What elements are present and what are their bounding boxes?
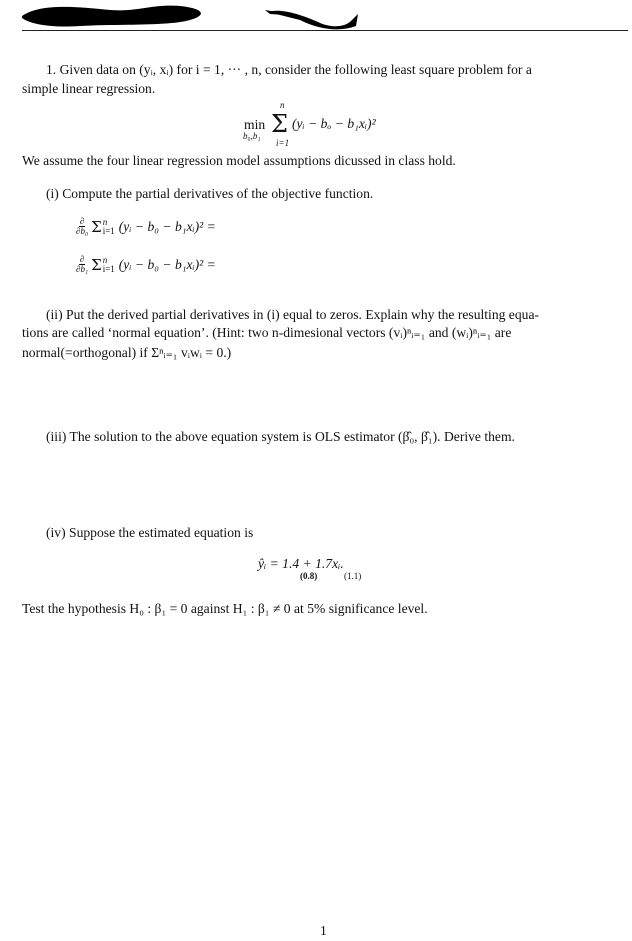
part-ii-line1: (ii) Put the derived partial derivatives in (i) equal to zeros. Explain why the resulting equa- bbox=[46, 307, 539, 322]
sum-subscript: i=1 bbox=[102, 225, 115, 236]
sum-sigma-icon: Σ bbox=[91, 217, 102, 236]
problem-number: 1. bbox=[46, 62, 57, 77]
hypothesis-test-text: Test the hypothesis H₀ : β₁ = 0 against H₁ : β₁ ≠ 0 at 5% significance level. bbox=[22, 601, 428, 616]
part-ii-line3: normal(=orthogonal) if Σⁿᵢ₌₁ vᵢwᵢ = 0.) bbox=[22, 345, 232, 360]
objective-sigma-icon: Σ bbox=[271, 110, 288, 138]
partial-numerator: ∂ bbox=[79, 254, 85, 264]
part-i-label: (i) Compute the partial derivatives of the objective function. bbox=[46, 186, 374, 201]
partial-numerator: ∂ bbox=[79, 216, 85, 226]
objective-sum-bottom: i=1 bbox=[276, 138, 290, 148]
part-iii-text: (iii) The solution to the above equation system is OLS estimator (β̂₀, β̂₁). Derive them. bbox=[46, 429, 515, 444]
sum-superscript: n bbox=[102, 216, 108, 227]
sum-sigma-icon: Σ bbox=[91, 255, 102, 274]
part-i-expression: (yᵢ − b₀ − b₁xᵢ)² = bbox=[118, 218, 216, 234]
objective-body: (yᵢ − bₒ − b₁xᵢ)² bbox=[292, 116, 376, 131]
objective-min-sub: b₀,b₁ bbox=[243, 131, 261, 141]
redaction-scribble bbox=[0, 0, 632, 40]
part-i-expression: (yᵢ − b₀ − b₁xᵢ)² = bbox=[118, 256, 216, 272]
standard-error-2: (1.1) bbox=[344, 571, 362, 581]
page-number: 1 bbox=[320, 923, 327, 938]
part-iv-label: (iv) Suppose the estimated equation is bbox=[46, 525, 254, 540]
objective-min: min bbox=[244, 117, 266, 132]
part-i-eq2 bbox=[76, 255, 216, 274]
objective-sum-top: n bbox=[280, 100, 285, 110]
partial-denominator: ∂b₁ bbox=[76, 264, 89, 274]
partial-fraction bbox=[76, 255, 88, 274]
problem-intro-line1 bbox=[46, 61, 532, 79]
problem-intro-text: Given data on (yᵢ, xᵢ) for i = 1, ··· , n, consider the following least square problem for a bbox=[59, 62, 532, 77]
part-i-eq1 bbox=[76, 217, 216, 236]
header-rule bbox=[22, 30, 628, 31]
part-ii-line2: tions are called ‘normal equation’. (Hint: two n-dimesional vectors (vᵢ)ⁿᵢ₌₁ and (wᵢ)ⁿᵢ₌₁ are bbox=[22, 325, 512, 340]
problem-intro-line2: simple linear regression. bbox=[22, 81, 156, 96]
sum-subscript: i=1 bbox=[102, 263, 115, 274]
standard-error-1: (0.8) bbox=[300, 571, 318, 581]
sum-superscript: n bbox=[102, 254, 108, 265]
partial-fraction bbox=[76, 217, 88, 236]
estimated-equation: ŷᵢ = 1.4 + 1.7xᵢ. bbox=[258, 556, 344, 571]
assumption-text: We assume the four linear regression model assumptions dicussed in class hold. bbox=[22, 153, 456, 168]
partial-denominator: ∂b₀ bbox=[76, 226, 89, 236]
